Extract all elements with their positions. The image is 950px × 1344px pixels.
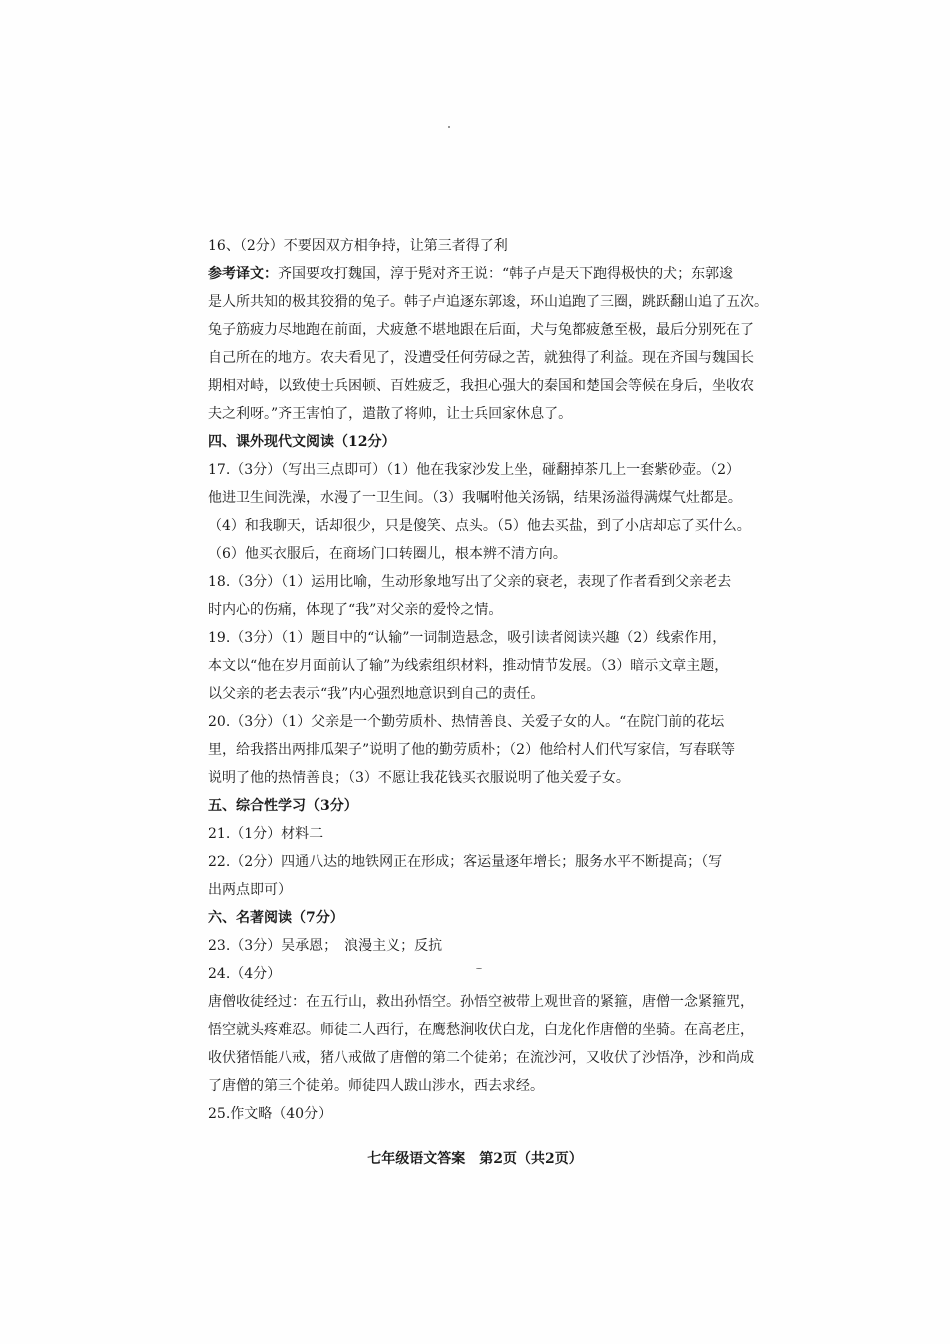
reference-line: 夫之利呀。”齐王害怕了，遣散了将帅，让士兵回家休息了。 bbox=[208, 406, 573, 422]
answer-line: 唐僧收徒经过：在五行山，救出孙悟空。孙悟空被带上观世音的紧箍，唐僧一念紧箍咒， bbox=[208, 994, 754, 1010]
answer-line: 他进卫生间洗澡，水漫了一卫生间。（3）我嘱咐他关汤锅，结果汤溢得满煤气灶都是。 bbox=[208, 490, 742, 506]
answer-line: 20.（3分）（1）父亲是一个勤劳质朴、热情善良、关爱子女的人。“在院门前的花坛 bbox=[208, 714, 725, 730]
answer-line: 出两点即可） bbox=[208, 882, 292, 898]
answer-line: 收伏猪悟能八戒，猪八戒做了唐僧的第二个徒弟；在流沙河，又收伏了沙悟净，沙和尚成 bbox=[208, 1050, 754, 1066]
answer-line: （4）和我聊天，话却很少，只是傻笑、点头。（5）他去买盐，到了小店却忘了买什么。 bbox=[208, 518, 751, 534]
answer-line: 21.（1分）材料二 bbox=[208, 826, 324, 842]
reference-line: 是人所共知的极其狡猾的兔子。韩子卢追逐东郭逡，环山追跑了三圈，跳跃翻山追了五次。 bbox=[208, 294, 768, 310]
answer-line: 18.（3分）（1）运用比喻，生动形象地写出了父亲的衰老，表现了作者看到父亲老去 bbox=[208, 574, 732, 590]
answer-content bbox=[208, 232, 770, 1128]
answer-line: 23.（3分）吴承恩； 浪漫主义；反抗 bbox=[208, 938, 443, 954]
answer-line: （6）他买衣服后，在商场门口转圈儿，根本辨不清方向。 bbox=[208, 546, 567, 562]
answer-line: 17.（3分）（写出三点即可）（1）他在我家沙发上坐，碰翻掉茶几上一套紫砂壶。（2） bbox=[208, 462, 740, 478]
reference-text: 齐国要攻打魏国，淳于髡对齐王说：“韩子卢是天下跑得极快的犬；东郭逡 bbox=[278, 266, 734, 282]
answer-line: 19.（3分）（1）题目中的“认输”一词制造悬念，吸引读者阅读兴趣（2）线索作用， bbox=[208, 630, 727, 646]
answer-line: 以父亲的老去表示“我”内心强烈地意识到自己的责任。 bbox=[208, 686, 545, 702]
reference-label: 参考译文： bbox=[208, 266, 278, 282]
reference-line: 自己所在的地方。农夫看见了，没遭受任何劳碌之苦，就独得了利益。现在齐国与魏国长 bbox=[208, 350, 754, 366]
scan-speck bbox=[448, 126, 450, 128]
page-footer: 七年级语文答案 第2页（共2页） bbox=[367, 1151, 583, 1167]
section-heading-4: 四、课外现代文阅读（12分） bbox=[208, 434, 396, 450]
answer-line: 说明了他的热情善良；（3）不愿让我花钱买衣服说明了他关爱子女。 bbox=[208, 770, 630, 786]
answer-line: 22.（2分）四通八达的地铁网正在形成；客运量逐年增长；服务水平不断提高；（写 bbox=[208, 854, 723, 870]
answer-line: 里，给我搭出两排瓜架子”说明了他的勤劳质朴；（2）他给村人们代写家信，写春联等 bbox=[208, 742, 736, 758]
reference-line: 期相对峙，以致使士兵困顿、百姓疲乏，我担心强大的秦国和楚国会等候在身后，坐收农 bbox=[208, 378, 754, 394]
answer-line: 悟空就头疼难忍。师徒二人西行，在鹰愁涧收伏白龙，白龙化作唐僧的坐骑。在高老庄， bbox=[208, 1022, 754, 1038]
section-heading-5: 五、综合性学习（3分） bbox=[208, 798, 358, 814]
q16-reference-first-line bbox=[208, 260, 770, 288]
q25-answer: 25.作文略（40分） bbox=[208, 1106, 333, 1122]
reference-line: 兔子筋疲力尽地跑在前面，犬疲惫不堪地跟在后面，犬与兔都疲惫至极，最后分别死在了 bbox=[208, 322, 754, 338]
answer-line: 本文以“他在岁月面前认了输”为线索组织材料，推动情节发展。（3）暗示文章主题， bbox=[208, 658, 729, 674]
section-heading-6: 六、名著阅读（7分） bbox=[208, 910, 344, 926]
answer-line: 24.（4分） bbox=[208, 966, 282, 982]
q16-answer: 16、（2分）不要因双方相争持，让第三者得了利 bbox=[208, 238, 508, 254]
answer-line: 时内心的伤痛，体现了“我”对父亲的爱怜之情。 bbox=[208, 602, 503, 618]
answer-line: 了唐僧的第三个徒弟。师徒四人跋山涉水，西去求经。 bbox=[208, 1078, 544, 1094]
